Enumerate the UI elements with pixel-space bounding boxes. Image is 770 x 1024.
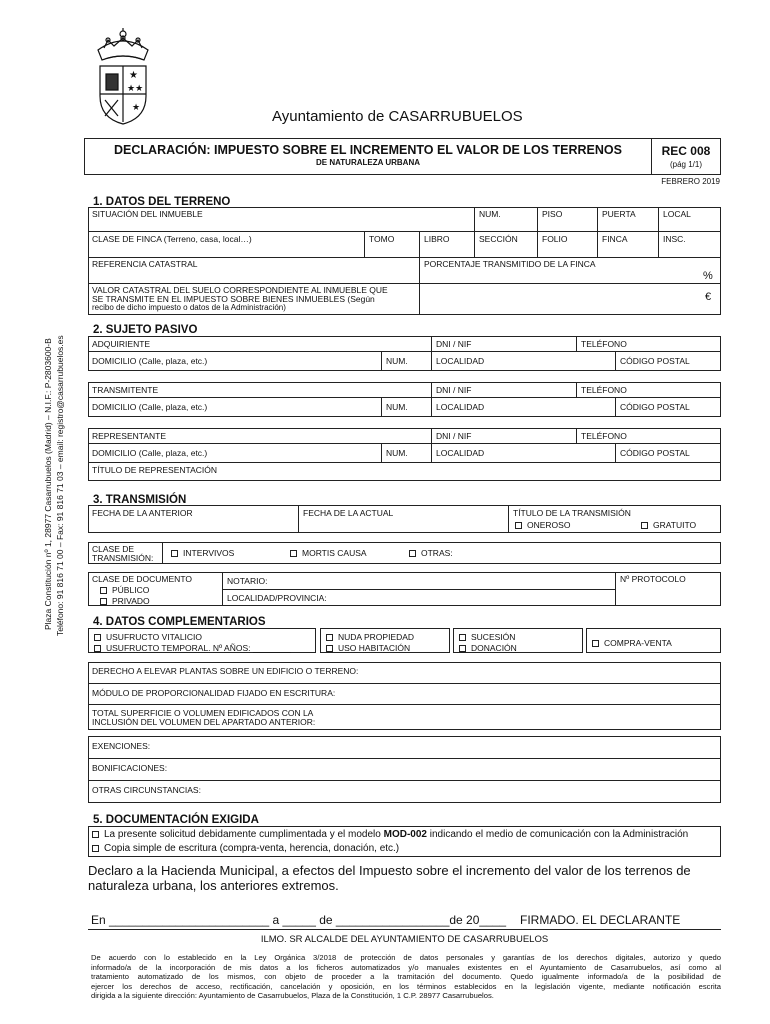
form-date: FEBRERO 2019	[661, 177, 720, 186]
checkbox-icon	[92, 831, 99, 838]
svg-text:★★: ★★	[127, 84, 144, 94]
local-field[interactable]: LOCAL	[663, 209, 691, 219]
modulo-field[interactable]: MÓDULO DE PROPORCIONALIDAD FIJADO EN ESCRITURA:	[92, 688, 336, 698]
legal-line: ejercer los derechos de acceso, rectificación, cancelación y oposición, en los términos establecidos en la legislación vigente, mediante notificación escrita	[91, 981, 721, 991]
transmitente-telefono-field[interactable]: TELÉFONO	[581, 385, 627, 395]
checkbox-icon	[409, 550, 416, 557]
titulo-transmision-label: TÍTULO DE LA TRANSMISIÓN	[513, 508, 631, 518]
referencia-catastral-field[interactable]: REFERENCIA CATASTRAL	[92, 259, 198, 269]
otras-transmision-checkbox[interactable]: OTRAS:	[406, 547, 456, 559]
doc-item-2-checkbox[interactable]: Copia simple de escritura (compra-venta, herencia, donación, etc.)	[92, 843, 399, 854]
representante-localidad-field[interactable]: LOCALIDAD	[436, 448, 485, 458]
side-contact: Teléfono: 91 816 71 00 – Fax: 91 816 71 03 – email: registro@casarrubuelos.es	[55, 335, 65, 636]
legal-line: tratamiento automatizado de los mismos, con objeto de proceder a la tramitación del documento. Quedo igualmente informado/a de la posibilidad de	[91, 972, 721, 982]
transmitente-dni-field[interactable]: DNI / NIF	[436, 385, 472, 395]
puerta-field[interactable]: PUERTA	[602, 209, 636, 219]
derecho-elevar-field[interactable]: DERECHO A ELEVAR PLANTAS SOBRE UN EDIFICIO O TERRENO:	[92, 666, 359, 676]
clase-documento-label: CLASE DE DOCUMENTO	[92, 574, 192, 584]
checkbox-icon	[94, 634, 101, 641]
publico-checkbox[interactable]: PÚBLICO	[97, 584, 152, 596]
organization-name: Ayuntamiento de CASARRUBUELOS	[272, 108, 523, 125]
checkbox-icon	[100, 598, 107, 605]
checkbox-icon	[459, 634, 466, 641]
representante-dni-field[interactable]: DNI / NIF	[436, 431, 472, 441]
representante-field[interactable]: REPRESENTANTE	[92, 431, 166, 441]
alcalde-label: ILMO. SR ALCALDE DEL AYUNTAMIENTO DE CASARRUBUELOS	[260, 934, 549, 945]
adquiriente-field[interactable]: ADQUIRIENTE	[92, 339, 151, 349]
form-code: REC 008	[661, 144, 711, 158]
adquiriente-localidad-field[interactable]: LOCALIDAD	[436, 356, 485, 366]
representante-num-field[interactable]: NUM.	[386, 448, 408, 458]
transmitente-num-field[interactable]: NUM.	[386, 402, 408, 412]
svg-text:★: ★	[129, 70, 138, 81]
place-date-line[interactable]: En ________________________ a _____ de _________________de 20____	[91, 913, 507, 927]
finca-field[interactable]: FINCA	[602, 234, 628, 244]
valor-catastral-label-2: SE TRANSMITE EN EL IMPUESTO SOBRE BIENES INMUEBLES (Según	[92, 294, 375, 304]
checkbox-icon	[92, 845, 99, 852]
checkbox-icon	[290, 550, 297, 557]
declaration-line-2: naturaleza urbana, los anteriores extremos.	[88, 878, 339, 893]
adquiriente-dni-field[interactable]: DNI / NIF	[436, 339, 472, 349]
total-superficie-label-2[interactable]: INCLUSIÓN DEL VOLUMEN DEL APARTADO ANTERIOR:	[92, 717, 316, 727]
privado-checkbox[interactable]: PRIVADO	[97, 595, 153, 607]
compra-venta-checkbox[interactable]: COMPRA-VENTA	[589, 637, 675, 649]
nuda-propiedad-checkbox[interactable]: NUDA PROPIEDAD	[323, 631, 417, 643]
legal-line: De acuerdo con lo establecido en la Ley Orgánica 3/2018 de protección de datos personales y garantías de los derechos digitales, autorizo y quedo	[91, 953, 721, 962]
section-1-title: 1. DATOS DEL TERRENO	[93, 196, 231, 208]
page-number: (pág 1/1)	[669, 160, 703, 169]
otras-circunstancias-field[interactable]: OTRAS CIRCUNSTANCIAS:	[92, 785, 201, 795]
tomo-field[interactable]: TOMO	[369, 234, 395, 244]
piso-field[interactable]: PISO	[542, 209, 563, 219]
sucesion-checkbox[interactable]: SUCESIÓN	[456, 631, 518, 643]
declaration-line-1: Declaro a la Hacienda Municipal, a efectos del Impuesto sobre el incremento del valor de los terrenos de	[88, 863, 691, 878]
representante-domicilio-field[interactable]: DOMICILIO (Calle, plaza, etc.)	[92, 448, 208, 458]
firmado-label: FIRMADO. EL DECLARANTE	[520, 913, 681, 927]
section-5-title: 5. DOCUMENTACIÓN EXIGIDA	[93, 814, 259, 826]
euro-sign: €	[705, 291, 712, 303]
transmitente-cp-field[interactable]: CÓDIGO POSTAL	[620, 402, 690, 412]
exenciones-field[interactable]: EXENCIONES:	[92, 741, 151, 751]
adquiriente-cp-field[interactable]: CÓDIGO POSTAL	[620, 356, 690, 366]
oneroso-checkbox[interactable]: ONEROSO	[512, 519, 573, 531]
checkbox-icon	[515, 522, 522, 529]
transmitente-localidad-field[interactable]: LOCALIDAD	[436, 402, 485, 412]
form-subtitle: DE NATURALEZA URBANA	[316, 158, 420, 167]
legal-line: dirigida a la siguiente dirección: Ayuntamiento de Casarrubuelos, Plaza de la Constitución, 1 C.P. 28977 Casarrubuelos.	[91, 991, 494, 1001]
bonificaciones-field[interactable]: BONIFICACIONES:	[92, 763, 168, 773]
clase-finca-field[interactable]: CLASE DE FINCA (Terreno, casa, local…)	[92, 234, 252, 244]
fecha-actual-field[interactable]: FECHA DE LA ACTUAL	[303, 508, 394, 518]
clase-transmision-label-2: TRANSMISIÓN:	[92, 553, 154, 563]
gratuito-checkbox[interactable]: GRATUITO	[638, 519, 699, 531]
section-2-title: 2. SUJETO PASIVO	[93, 324, 198, 336]
doc-item-1-checkbox[interactable]: La presente solicitud debidamente cumplimentada y el modelo MOD-002 indicando el medio de comunicación con la Administración	[92, 829, 688, 840]
legal-line: informado/a de la incorporación de mis datos a los ficheros automatizados y/o manuales existentes en el Ayuntamiento de Casarrubuelos, así como al	[91, 962, 721, 972]
num-field[interactable]: NUM.	[479, 209, 501, 219]
transmitente-domicilio-field[interactable]: DOMICILIO (Calle, plaza, etc.)	[92, 402, 208, 412]
adquiriente-domicilio-field[interactable]: DOMICILIO (Calle, plaza, etc.)	[92, 356, 208, 366]
checkbox-icon	[100, 587, 107, 594]
section-3-title: 3. TRANSMISIÓN	[93, 494, 187, 506]
representante-telefono-field[interactable]: TELÉFONO	[581, 431, 627, 441]
section-4-title: 4. DATOS COMPLEMENTARIOS	[93, 616, 266, 628]
adquiriente-num-field[interactable]: NUM.	[386, 356, 408, 366]
seccion-field[interactable]: SECCIÓN	[479, 234, 518, 244]
coat-of-arms-logo	[92, 28, 154, 126]
valor-catastral-label-3: recibo de dicho impuesto o datos de la Administración)	[92, 303, 286, 312]
checkbox-icon	[641, 522, 648, 529]
transmitente-field[interactable]: TRANSMITENTE	[92, 385, 159, 395]
titulo-representacion-field[interactable]: TÍTULO DE REPRESENTACIÓN	[92, 465, 217, 475]
checkbox-icon	[459, 645, 466, 652]
representante-cp-field[interactable]: CÓDIGO POSTAL	[620, 448, 690, 458]
donacion-checkbox[interactable]: DONACIÓN	[456, 642, 520, 654]
side-address: Plaza Constitución nº 1, 28977 Casarrubuelos (Madrid) – N.I.F.: P-2803600-B	[43, 338, 53, 630]
uso-habitacion-checkbox[interactable]: USO HABITACIÓN	[323, 642, 413, 654]
fecha-anterior-field[interactable]: FECHA DE LA ANTERIOR	[92, 508, 193, 518]
checkbox-icon	[326, 645, 333, 652]
intervivos-checkbox[interactable]: INTERVIVOS	[168, 547, 237, 559]
folio-field[interactable]: FOLIO	[542, 234, 568, 244]
legal-text	[91, 953, 721, 1001]
checkbox-icon	[94, 645, 101, 652]
total-superficie-label-1[interactable]: TOTAL SUPERFICIE O VOLUMEN EDIFICADOS CON LA	[92, 708, 314, 718]
mortis-causa-checkbox[interactable]: MORTIS CAUSA	[287, 547, 370, 559]
usufructo-vitalicio-checkbox[interactable]: USUFRUCTO VITALICIO	[91, 631, 205, 643]
checkbox-icon	[592, 640, 599, 647]
checkbox-icon	[326, 634, 333, 641]
protocolo-field[interactable]: Nº PROTOCOLO	[620, 574, 686, 584]
situacion-field[interactable]: SITUACIÓN DEL INMUEBLE	[92, 209, 203, 219]
percent-sign: %	[703, 270, 713, 282]
libro-field[interactable]: LIBRO	[424, 234, 450, 244]
localidad-provincia-field[interactable]: LOCALIDAD/PROVINCIA:	[227, 593, 327, 603]
valor-catastral-label-1: VALOR CATASTRAL DEL SUELO CORRESPONDIENTE AL INMUEBLE QUE	[92, 285, 388, 295]
checkbox-icon	[171, 550, 178, 557]
form-title: DECLARACIÓN: IMPUESTO SOBRE EL INCREMENTO EL VALOR DE LOS TERRENOS	[114, 143, 622, 157]
porcentaje-field[interactable]: PORCENTAJE TRANSMITIDO DE LA FINCA	[424, 259, 596, 269]
usufructo-temporal-checkbox[interactable]: USUFRUCTO TEMPORAL. Nº AÑOS: ________	[91, 642, 294, 654]
insc-field[interactable]: INSC.	[663, 234, 686, 244]
adquiriente-telefono-field[interactable]: TELÉFONO	[581, 339, 627, 349]
svg-text:★: ★	[132, 103, 141, 113]
notario-field[interactable]: NOTARIO:	[227, 576, 268, 586]
clase-transmision-label-1: CLASE DE	[92, 544, 135, 554]
